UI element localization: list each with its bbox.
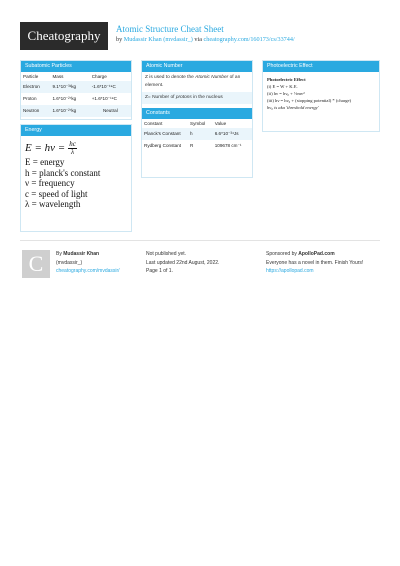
energy-def: ν = frequency — [25, 178, 75, 188]
page-number: Page 1 of 1. — [146, 268, 173, 274]
cell: Neutron — [21, 105, 50, 117]
photoelectric-box — [262, 60, 380, 132]
photoelectric-title: Photoelectric Effect — [267, 77, 306, 82]
col-charge: Charge — [91, 74, 107, 79]
author-name: Mudassir Khan — [63, 251, 100, 257]
text: in the nucleus — [193, 95, 223, 100]
author-avatar[interactable]: C — [22, 250, 50, 278]
col-symbol: Symbol — [190, 121, 206, 126]
text: Z= Number of — [145, 95, 175, 100]
page-title: Atomic Structure Cheat Sheet — [116, 24, 224, 34]
footer-author — [56, 250, 136, 276]
sponsor-line — [266, 250, 380, 259]
subatomic-particles-box — [20, 60, 132, 120]
table-row — [21, 81, 131, 93]
energy-def: h = planck's constant — [25, 167, 101, 178]
formula-numerator: hc — [69, 139, 76, 148]
footer-author-line — [56, 250, 136, 259]
cell: 109678 cm⁻¹ — [214, 143, 242, 148]
emphasis: Atomic Number — [195, 75, 229, 80]
footer-divider — [20, 240, 380, 241]
byline-via: via — [194, 36, 202, 43]
col-mass: Mass — [52, 74, 64, 79]
page-header — [0, 22, 400, 50]
sheet-url-link[interactable]: cheatography.com/160173/cs/33744/ — [203, 36, 295, 43]
photoelectric-heading: Photoelectric Effect — [263, 61, 379, 72]
cell: R — [190, 143, 194, 148]
photoelectric-content — [263, 72, 379, 115]
byline — [116, 36, 295, 43]
sponsor-name[interactable]: ApolloPad.com — [298, 251, 335, 257]
constants-heading: Constants — [142, 108, 252, 119]
col-particle: Particle — [23, 74, 39, 79]
col-constant: Constant — [144, 121, 163, 126]
sponsor-link[interactable]: https://apollopad.com — [266, 268, 314, 274]
photoelectric-eq: (i) E = W + K.E. — [267, 84, 298, 89]
subatomic-heading: Subatomic Particles — [21, 61, 131, 72]
text: Z is used to denote the — [145, 75, 194, 80]
cell: Electron — [21, 81, 50, 93]
cell: 6.6*10⁻³⁴Js — [213, 128, 252, 140]
publish-status: Not published yet. — [146, 251, 187, 257]
cell: -1.6*10⁻¹⁹C — [90, 81, 131, 93]
cell: 1.6*10⁻²⁷kg — [50, 105, 89, 117]
photoelectric-note: hν₀ is aka 'threshold energy' — [267, 105, 319, 110]
cell: Proton — [23, 96, 37, 101]
cheatography-logo[interactable]: Cheatography — [20, 22, 108, 50]
formula-denominator: λ — [70, 147, 75, 156]
energy-box — [20, 124, 132, 232]
text: Sponsored by — [266, 251, 297, 257]
energy-content — [21, 136, 131, 213]
table-row — [142, 128, 252, 140]
col-value: Value — [214, 121, 227, 126]
cell: Neutral — [90, 105, 131, 117]
cell: h — [188, 128, 213, 140]
atomic-number-para — [142, 92, 252, 104]
emphasis: protons — [175, 95, 192, 100]
footer-sponsor — [266, 250, 380, 276]
cell: 9.1*10⁻³¹kg — [50, 81, 89, 93]
last-updated: Last updated 22nd August, 2022. — [146, 259, 220, 266]
atomic-number-heading: Atomic Number — [142, 61, 252, 72]
cell: Planck's Constant — [142, 128, 188, 140]
cell: +1.6*10⁻¹⁹C — [91, 96, 117, 101]
author-profile-link[interactable]: cheatography.com/mvdassir/ — [56, 268, 120, 274]
table-row — [21, 93, 131, 105]
author-handle: (mvdassir_) — [56, 259, 83, 266]
table-row — [21, 105, 131, 117]
footer-publish-info — [146, 250, 256, 276]
energy-def: c = speed of light — [25, 188, 88, 199]
atomic-number-box — [141, 60, 253, 178]
photoelectric-eq: (ii) hν = hν₀ + ½mv² — [267, 91, 305, 96]
energy-def: E = energy — [25, 157, 65, 167]
constants-table — [142, 119, 252, 152]
table-header-row — [142, 119, 252, 128]
byline-prefix: by — [116, 36, 123, 43]
cell: Rydberg Constant — [144, 143, 182, 148]
formula-lhs: E = hν = — [25, 141, 66, 154]
cell: 1.6*10⁻²⁷kg — [52, 96, 77, 101]
formula-fraction — [68, 141, 77, 156]
atomic-number-body — [142, 72, 252, 104]
text: of an element. — [145, 75, 241, 88]
subatomic-table — [21, 72, 131, 117]
energy-formula — [23, 139, 129, 157]
table-row — [142, 140, 252, 152]
energy-def: λ = wavelength — [25, 199, 81, 209]
photoelectric-eq: (iii) hν = hν₀ + (stopping potential) * (charge) — [267, 98, 352, 103]
atomic-number-para — [142, 72, 252, 92]
author-link[interactable]: Mudassir Khan (mvdassir_) — [123, 36, 193, 43]
energy-heading: Energy — [21, 125, 131, 136]
text: By — [56, 251, 62, 257]
sponsor-text: Everyone has a novel in them. Finish Yours! — [266, 259, 364, 266]
table-header-row — [21, 72, 131, 81]
